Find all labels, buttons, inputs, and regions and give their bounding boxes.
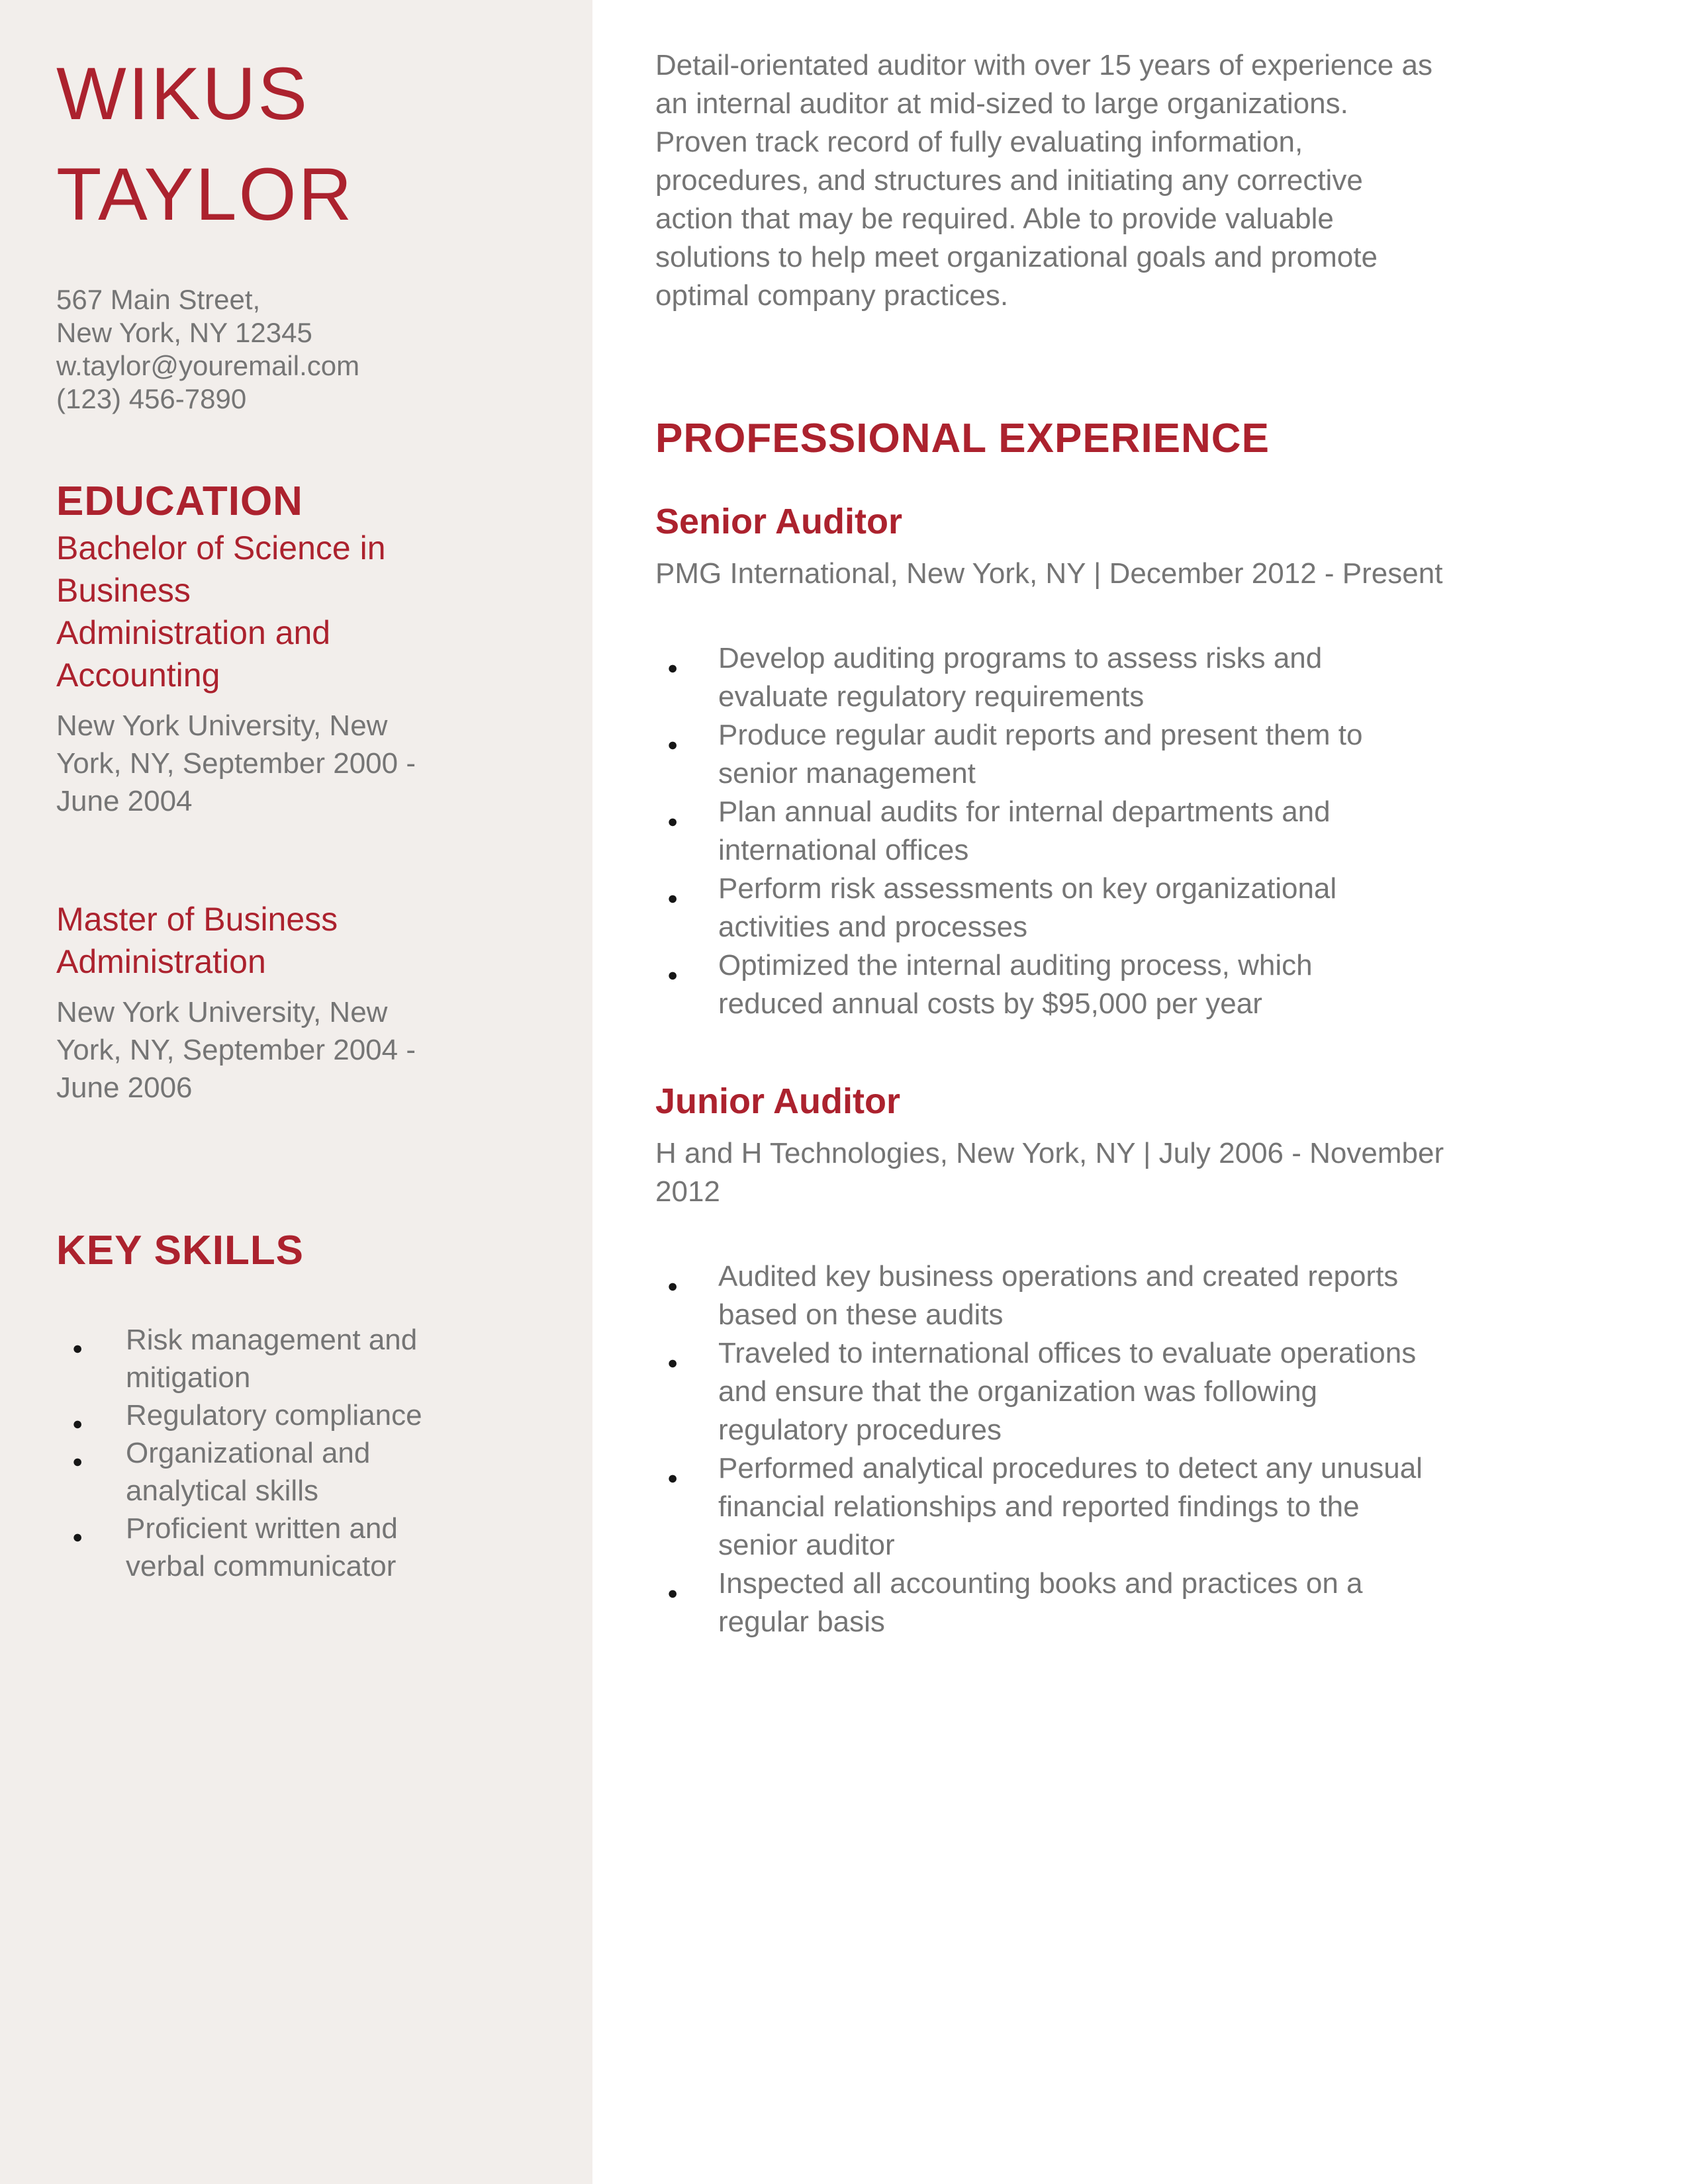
- job-meta: H and H Technologies, New York, NY | July 2006 - November 2012: [655, 1137, 1444, 1208]
- candidate-last-name: TAYLOR: [56, 153, 354, 236]
- job-junior-auditor: [655, 1079, 1476, 1641]
- job-bullet: ● Optimized the internal auditing process, which reduced annual costs by $95,000 per year: [655, 946, 1423, 1023]
- contact-info: [56, 283, 546, 416]
- contact-address-line1: 567 Main Street,: [56, 284, 261, 315]
- job-meta: PMG International, New York, NY | December 2012 - Present: [655, 557, 1443, 590]
- skill-item: ● Regulatory compliance: [56, 1396, 447, 1434]
- job-bullet: ● Plan annual audits for internal departments and international offices: [655, 793, 1423, 870]
- main-content: [655, 0, 1476, 1641]
- summary-paragraph: Detail-orientated auditor with over 15 years of experience as an internal auditor at mid-sized to large organizations. Proven track record of fully evaluating information, procedures, and structures and initiating any corrective action that may be required. Able to provide valuable solutions to help meet organizational goals and promote optimal company practices.: [655, 49, 1432, 312]
- job-title: Junior Auditor: [655, 1081, 900, 1121]
- candidate-first-name: WIKUS: [56, 52, 310, 135]
- job-bullet: ● Audited key business operations and created reports based on these audits: [655, 1257, 1423, 1334]
- job-bullet-list: [655, 639, 1476, 1023]
- skill-item: ● Organizational and analytical skills: [56, 1434, 447, 1510]
- job-bullet: ● Develop auditing programs to assess risks and evaluate regulatory requirements: [655, 639, 1423, 716]
- education-entry-bachelor: [56, 527, 546, 820]
- job-bullet: ● Traveled to international offices to evaluate operations and ensure that the organization was following regulatory procedures: [655, 1334, 1423, 1449]
- skill-item: ● Risk management and mitigation: [56, 1321, 447, 1396]
- contact-email: w.taylor@youremail.com: [56, 350, 360, 381]
- job-title: Senior Auditor: [655, 502, 902, 541]
- job-senior-auditor: [655, 499, 1476, 1023]
- job-bullet: ● Performed analytical procedures to detect any unusual financial relationships and reported findings to the senior auditor: [655, 1449, 1423, 1565]
- contact-phone: (123) 456-7890: [56, 383, 247, 414]
- degree-title: Bachelor of Science in Business Administration and Accounting: [56, 529, 386, 694]
- job-bullet: ● Inspected all accounting books and practices on a regular basis: [655, 1565, 1423, 1641]
- education-heading: EDUCATION: [56, 478, 303, 524]
- job-bullet: ● Produce regular audit reports and present them to senior management: [655, 716, 1423, 793]
- job-bullet: ● Perform risk assessments on key organizational activities and processes: [655, 870, 1423, 946]
- degree-title: Master of Business Administration: [56, 901, 338, 980]
- sidebar: [0, 0, 592, 2184]
- degree-details: New York University, New York, NY, September 2000 - June 2004: [56, 709, 416, 817]
- education-entry-master: [56, 898, 546, 1107]
- job-bullet-list: [655, 1257, 1476, 1641]
- degree-details: New York University, New York, NY, September 2004 - June 2006: [56, 996, 416, 1104]
- key-skills-list: [56, 1321, 447, 1585]
- experience-heading: PROFESSIONAL EXPERIENCE: [655, 416, 1270, 461]
- candidate-name: [56, 44, 546, 245]
- skill-item: ● Proficient written and verbal communicator: [56, 1510, 447, 1585]
- contact-address-line2: New York, NY 12345: [56, 317, 312, 348]
- key-skills-heading: KEY SKILLS: [56, 1228, 305, 1273]
